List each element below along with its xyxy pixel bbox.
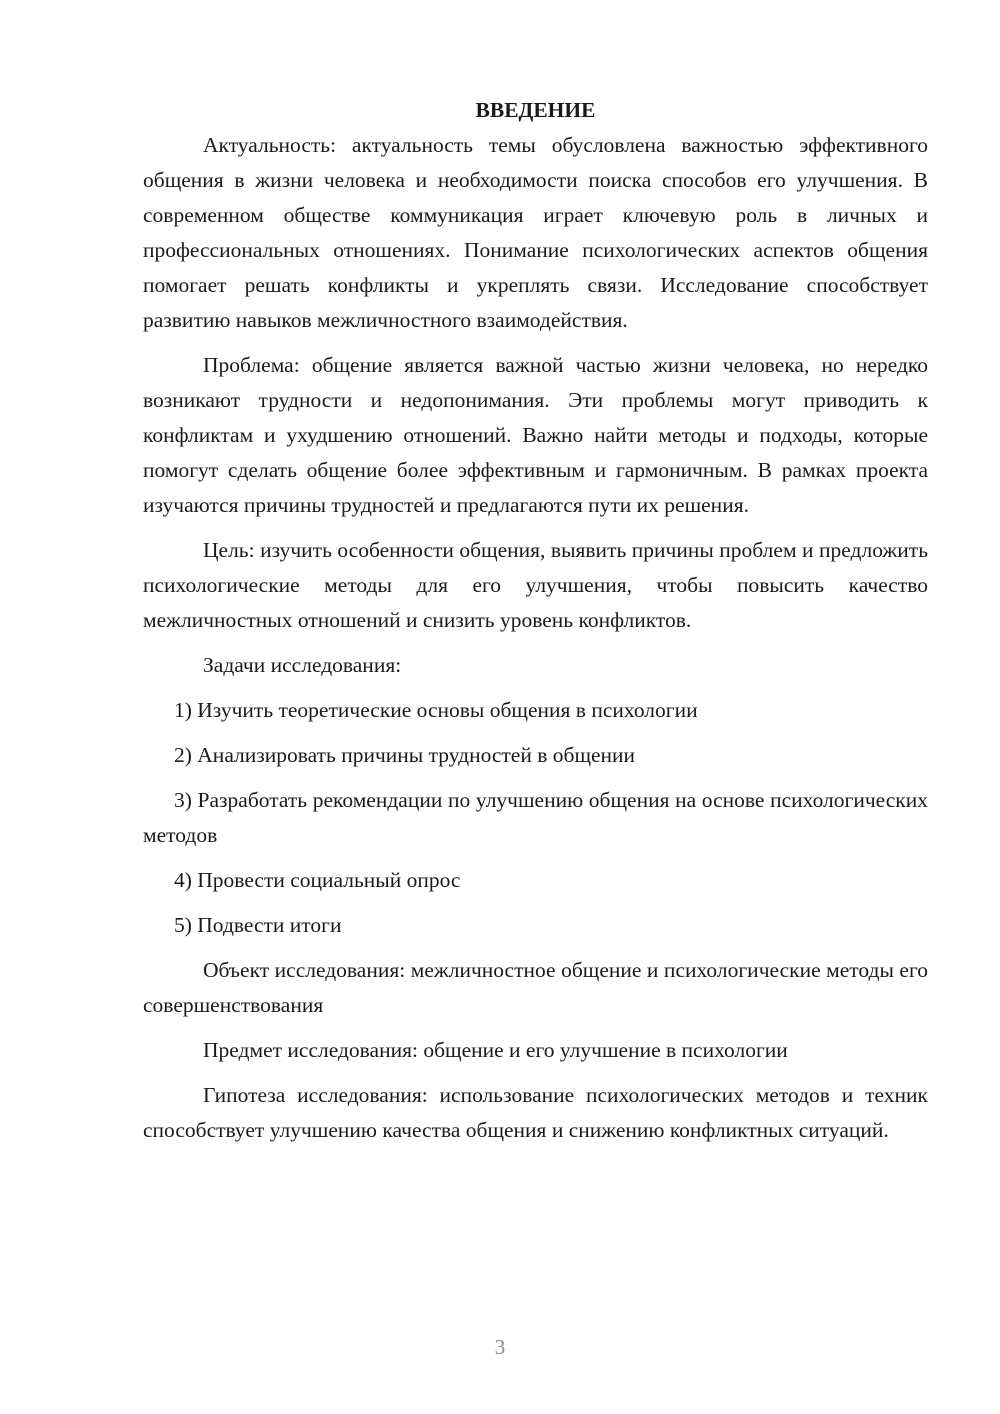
task-item: 1) Изучить теоретические основы общения в психологии	[174, 698, 698, 722]
document-page	[143, 93, 928, 1158]
page-number: 3	[494, 1335, 506, 1359]
task-item: 2) Анализировать причины трудностей в общении	[174, 743, 636, 767]
paragraph-object: Объект исследования: межличностное общение и психологические методы его совершенствования	[143, 958, 928, 1017]
task-item: 4) Провести социальный опрос	[174, 868, 461, 892]
paragraph-goal: Цель: изучить особенности общения, выявить причины проблем и предложить психологические методы для его улучшения, чтобы повысить качество межличностных отношений и снизить уровень конфликтов.	[143, 538, 928, 632]
paragraph-hypothesis: Гипотеза исследования: использование психологических методов и техник способствует улучшению качества общения и снижению конфликтных ситуаций.	[143, 1083, 928, 1142]
section-title: ВВЕДЕНИЕ	[475, 98, 596, 122]
tasks-heading: Задачи исследования:	[203, 653, 402, 677]
paragraph-problem: Проблема: общение является важной частью жизни человека, но нередко возникают трудности и недопонимания. Эти проблемы могут приводить к конфликтам и ухудшению отношений. Важно найти методы и подходы, которые помогут сделать общение более эффективным и гармоничным. В рамках проекта изучаются причины трудностей и предлагаются пути их решения.	[143, 353, 928, 517]
task-item: 5) Подвести итоги	[174, 913, 342, 937]
paragraph-relevance: Актуальность: актуальность темы обусловлена важностью эффективного общения в жизни человека и необходимости поиска способов его улучшения. В современном обществе коммуникация играет ключевую роль в личных и профессиональных отношениях. Понимание психологических аспектов общения помогает решать конфликты и укреплять связи. Исследование способствует развитию навыков межличностного взаимодействия.	[143, 133, 928, 332]
paragraph-subject: Предмет исследования: общение и его улучшение в психологии	[203, 1038, 788, 1062]
task-item: 3) Разработать рекомендации по улучшению общения на основе психологических методов	[143, 788, 928, 847]
